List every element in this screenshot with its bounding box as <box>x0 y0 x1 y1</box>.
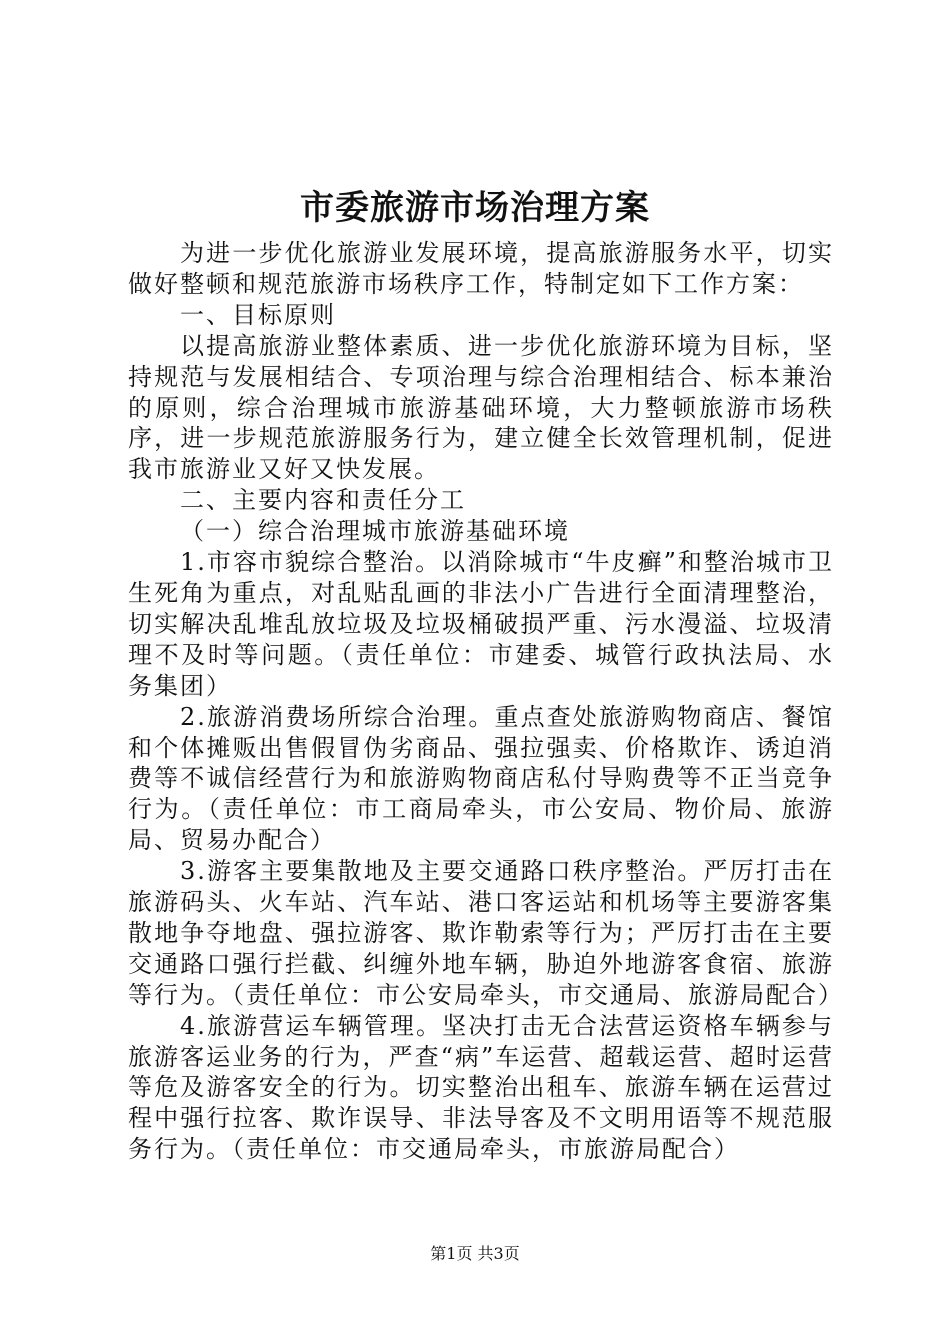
item-paragraph-4: 4.旅游营运车辆管理。坚决打击无合法营运资格车辆参与旅游客运业务的行为，严查“病”车运营、超载运营、超时运营等危及游客安全的行为。切实整治出租车、旅游车辆在运营过程中强行拉客、欺诈误导、非法导客及不文明用语等不规范服务行为。（责任单位：市交通局牵头，市旅游局配合） <box>128 1011 834 1164</box>
goals-paragraph: 以提高旅游业整体素质、进一步优化旅游环境为目标，坚持规范与发展相结合、专项治理与综合治理相结合、标本兼治的原则，综合治理城市旅游基础环境，大力整顿旅游市场秩序，进一步规范旅游服务行为，建立健全长效管理机制，促进我市旅游业又好又快发展。 <box>128 331 834 484</box>
page-footer: 第1页 共3页 <box>430 1244 520 1263</box>
section-heading-content: 二、主要内容和责任分工 <box>180 486 466 515</box>
document-body <box>128 238 844 1165</box>
item-paragraph-2: 2.旅游消费场所综合治理。重点查处旅游购物商店、餐馆和个体摊贩出售假冒伪劣商品、强拉强卖、价格欺诈、诱迫消费等不诚信经营行为和旅游购物商店私付导购费等不正当竞争行为。（责任单位：市工商局牵头，市公安局、物价局、旅游局、贸易办配合） <box>128 702 834 855</box>
page-title: 市委旅游市场治理方案 <box>300 188 650 228</box>
intro-paragraph: 为进一步优化旅游业发展环境，提高旅游服务水平，切实做好整顿和规范旅游市场秩序工作，特制定如下工作方案： <box>128 239 834 298</box>
subsection-heading-environment: （一）综合治理城市旅游基础环境 <box>180 517 570 546</box>
item-paragraph-3: 3.游客主要集散地及主要交通路口秩序整治。严厉打击在旅游码头、火车站、汽车站、港口客运站和机场等主要游客集散地争夺地盘、强拉游客、欺诈勒索等行为；严厉打击在主要交通路口强行拦截、纠缠外地车辆，胁迫外地游客食宿、旅游等行为。（责任单位：市公安局牵头，市交通局、旅游局配合） <box>128 857 844 1009</box>
section-heading-goals: 一、目标原则 <box>180 300 336 329</box>
item-paragraph-1: 1.市容市貌综合整治。以消除城市“牛皮癣”和整治城市卫生死角为重点，对乱贴乱画的非法小广告进行全面清理整治，切实解决乱堆乱放垃圾及垃圾桶破损严重、污水漫溢、垃圾清理不及时等问题。（责任单位：市建委、城管行政执法局、水务集团） <box>128 548 834 700</box>
